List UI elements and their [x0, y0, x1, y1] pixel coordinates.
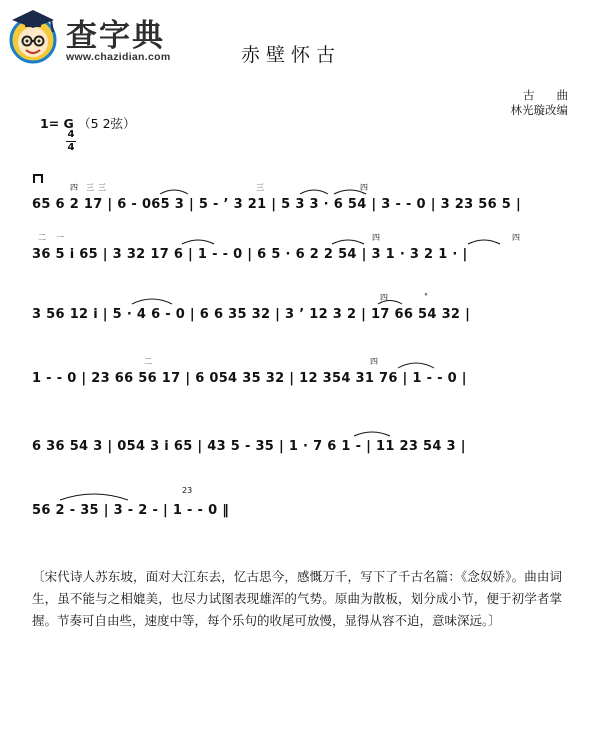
score-line-3	[32, 292, 562, 332]
score-line-4	[32, 357, 562, 396]
site-url: www.chazidian.com	[66, 51, 171, 63]
fingering-mark: 三	[98, 183, 106, 192]
arranger-label: 林光璇改编	[510, 103, 568, 117]
fingering-mark: 三	[256, 183, 264, 192]
strings-label: （5 2弦）	[78, 116, 136, 131]
score-line-5	[32, 428, 562, 464]
grace-note-mark: 23	[182, 486, 193, 495]
fingering-mark: 三	[86, 183, 94, 192]
notation-text: 56 2 - 35 | 3 - 2 - | 1 - - 0 ‖	[32, 503, 230, 518]
score-line-6	[32, 486, 562, 528]
notation-text: 65 6 2 17 | 6 - 065 3 | 5 - ’ 3 21 | 5 3 3 · 6 54 | 3 - - 0 | 3 23 56 5 |	[32, 197, 521, 212]
fingering-mark: 四	[370, 357, 378, 366]
key-signature	[40, 114, 136, 132]
notation-text: 1 - - 0 | 23 66 56 17 | 6 054 35 32 | 12 354 31 76 | 1 - - 0 |	[32, 371, 467, 386]
fingering-mark: 二	[144, 357, 152, 366]
score-description: 〔宋代诗人苏东坡，面对大江东去，忆古思今，感慨万千，写下了千古名篇：《念奴娇》。曲由词生，虽不能与之相媲美，也尽力试图表现雄浑的气势。原曲为散板，划分成小节，便于初学者掌握。节奏可自由些，速度中等，每个乐句的收尾可放慢，显得从容不迫，意味深远。〕	[32, 569, 562, 628]
time-signature-top: 4	[67, 129, 75, 140]
fingering-mark: 四	[70, 183, 78, 192]
genre-label: 古曲	[523, 88, 590, 102]
fingering-mark: 四	[360, 183, 368, 192]
time-signature-bottom: 4	[67, 142, 75, 153]
notation-text: 36 5 i 65 | 3 32 17 6 | 1 - - 0 | 6 5 · 6 2 2 54 | 3 1 · 3 2 1 · |	[32, 247, 468, 262]
time-signature	[66, 130, 76, 153]
notation-text: 6 36 54 3 | 054 3 i 65 | 43 5 - 35 | 1 · 7 6 1 - | 11 23 54 3 |	[32, 439, 466, 454]
fingering-mark: °	[424, 292, 428, 301]
fingering-mark: 四	[380, 293, 388, 302]
bow-mark-icon	[33, 174, 43, 183]
score-line-2	[32, 233, 562, 272]
notation-text: 3 56 12 i | 5 · 4 6 - 0 | 6 6 35 32 | 3 ’ 12 3 2 | 17 66 54 32 |	[32, 307, 471, 322]
credits	[510, 88, 590, 118]
fingering-mark: 一	[56, 233, 64, 242]
score-line-1	[32, 183, 562, 222]
fingering-mark: 四	[372, 233, 380, 242]
fingering-mark: 四	[512, 233, 520, 242]
site-name: 查字典	[66, 18, 165, 54]
key-label: 1= G	[40, 116, 74, 131]
score-title: 赤壁怀古	[240, 44, 341, 66]
fingering-mark: 二	[38, 233, 46, 242]
